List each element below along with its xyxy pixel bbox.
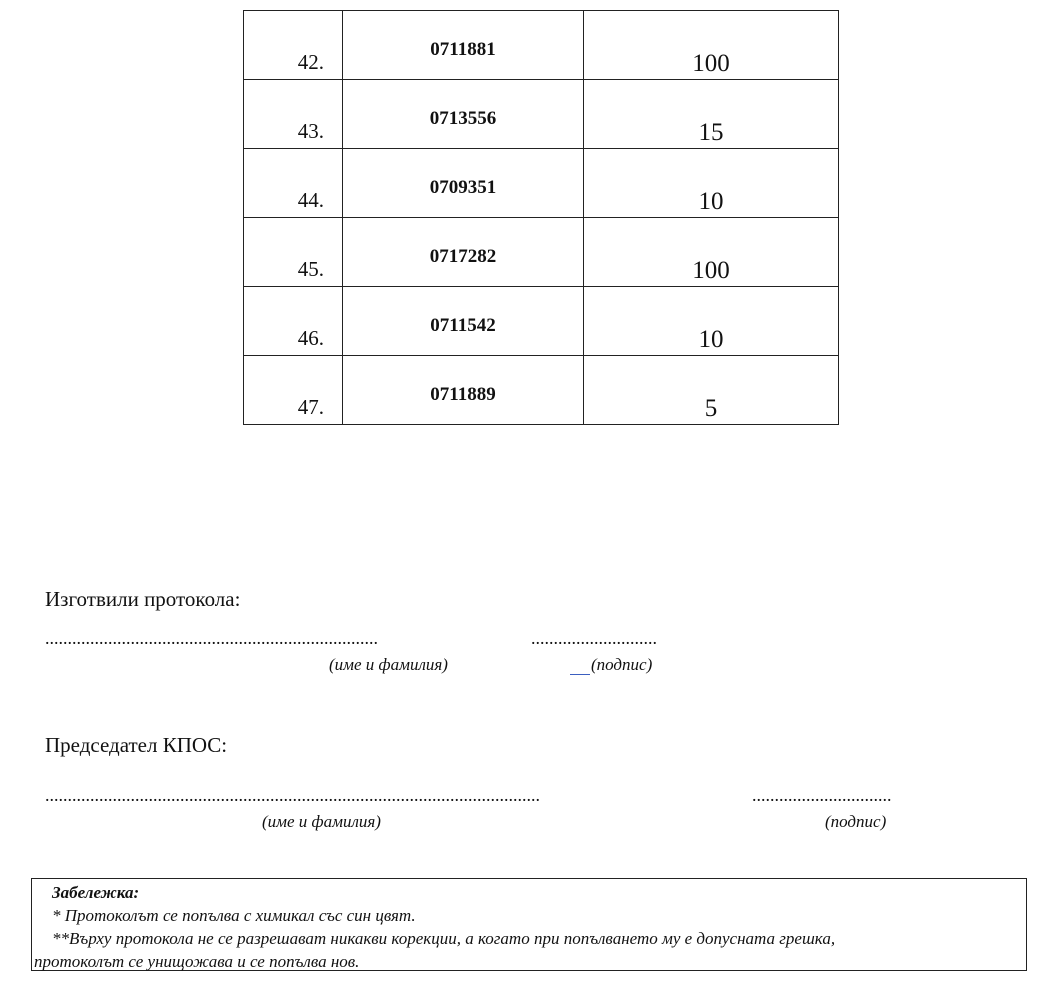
row-number: 43.: [297, 119, 324, 143]
row-number: 44.: [297, 188, 324, 212]
item-quantity: 10: [698, 326, 724, 353]
item-code: 0711889: [430, 384, 496, 405]
row-number-cell: [244, 80, 343, 149]
row-number: 46.: [297, 326, 324, 350]
code-cell: [343, 218, 584, 287]
table-row: [244, 218, 839, 287]
prepared-name-caption: (име и фамилия): [329, 655, 448, 674]
code-cell: [343, 149, 584, 218]
quantity-cell: [584, 356, 839, 425]
note-line-1: * Протоколът се попълва с химикал със син цвят.: [52, 906, 416, 925]
prepared-signature-caption: (подпис): [591, 655, 653, 674]
row-number-cell: [244, 218, 343, 287]
note-title: Забележка:: [52, 883, 140, 902]
row-number-cell: [244, 149, 343, 218]
quantity-cell: [584, 218, 839, 287]
item-code: 0711881: [430, 39, 496, 60]
prepared-signature-line: ............................: [531, 628, 657, 648]
chairman-signature-caption: (подпис): [825, 812, 887, 831]
prepared-signature-caption-wrap: [570, 655, 652, 675]
code-cell: [343, 80, 584, 149]
code-cell: [343, 356, 584, 425]
quantity-cell: [584, 80, 839, 149]
row-number: 42.: [297, 50, 324, 74]
prepared-by-heading: Изготвили протокола:: [45, 587, 241, 611]
item-quantity: 100: [692, 257, 730, 284]
chairman-name-line: ..............................................................................................................: [45, 785, 540, 805]
underline-mark: [570, 658, 590, 675]
note-box: [31, 878, 1027, 971]
row-number-cell: [244, 11, 343, 80]
quantity-cell: [584, 287, 839, 356]
table-row: [244, 149, 839, 218]
item-quantity: 5: [704, 395, 718, 422]
item-code: 0713556: [429, 108, 497, 129]
row-number: 47.: [297, 395, 324, 419]
item-quantity: 15: [698, 119, 724, 146]
chairman-name-caption: (име и фамилия): [262, 812, 381, 831]
items-table: [243, 10, 839, 425]
prepared-name-line: ..........................................................................: [45, 628, 378, 648]
note-line-3: протоколът се унищожава и се попълва нов.: [34, 952, 360, 971]
item-quantity: 100: [692, 50, 730, 77]
chairman-heading: Председател КПОС:: [45, 733, 228, 757]
row-number-cell: [244, 287, 343, 356]
table-row: [244, 356, 839, 425]
item-code: 0709351: [429, 177, 497, 198]
row-number: 45.: [297, 257, 324, 281]
code-cell: [343, 11, 584, 80]
chairman-signature-line: ...............................: [752, 785, 892, 805]
item-code: 0711542: [430, 315, 496, 336]
quantity-cell: [584, 11, 839, 80]
note-line-2: **Върху протокола не се разрешават никакви корекции, а когато при попълването му е допусната грешка,: [52, 929, 836, 948]
table-row: [244, 80, 839, 149]
item-quantity: 10: [698, 188, 724, 215]
table-row: [244, 287, 839, 356]
item-code: 0717282: [429, 246, 497, 267]
row-number-cell: [244, 356, 343, 425]
code-cell: [343, 287, 584, 356]
table-row: [244, 11, 839, 80]
quantity-cell: [584, 149, 839, 218]
